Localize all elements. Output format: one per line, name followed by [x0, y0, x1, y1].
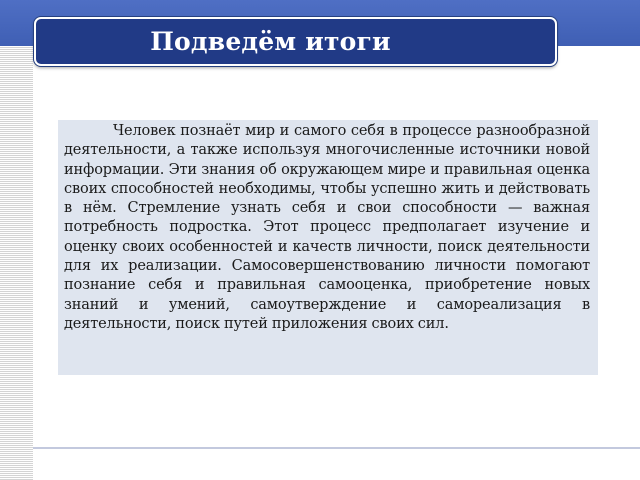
summary-text-box — [58, 120, 598, 375]
footer-divider — [33, 447, 640, 449]
title-box — [34, 17, 557, 66]
striped-side-panel — [0, 46, 33, 480]
slide-title: Подведём итоги — [150, 27, 391, 56]
summary-paragraph: Человек познаёт мир и самого себя в процессе разнообразной деятельности, а также используя многочисленные источники новой информации. Эти знания об окружающем мире и правильная оценка своих способностей необходимы, чтобы успешно жить и действовать в нём. Стремление узнать себя и свои способности — важная потребность подростка. Этот процесс предполагает изучение и оценку своих особенностей и качеств личности, поиск деятельности для их реализации. Самосовершенствованию личности помогают познание себя и правильная самооценка, приобретение новых знаний и умений, самоутверждение и самореализация в деятельности, поиск путей приложения своих сил. — [64, 123, 590, 332]
